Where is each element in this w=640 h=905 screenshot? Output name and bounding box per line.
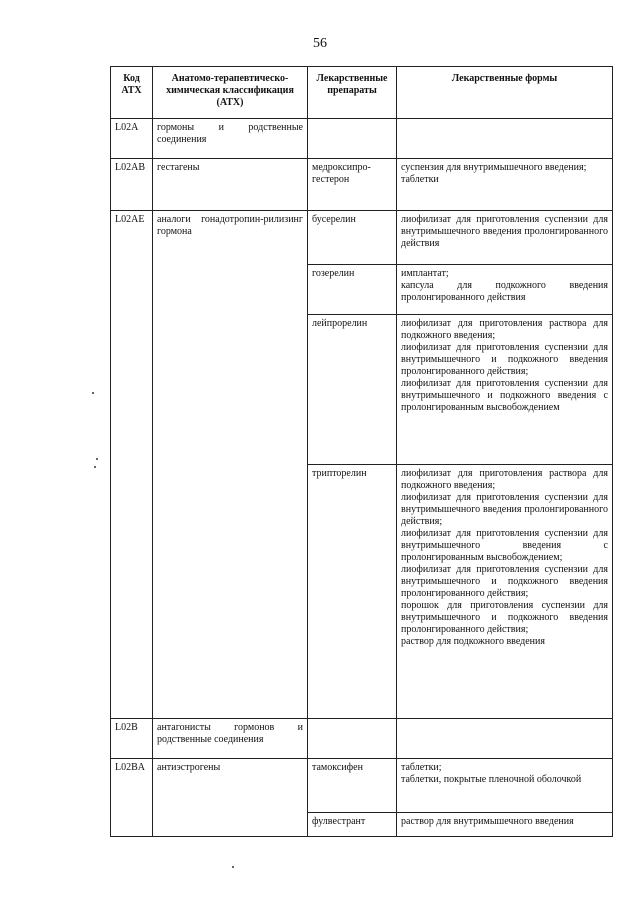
form-item: лиофилизат для приготовления раствора для подкожного введения; — [401, 318, 608, 341]
form-item: лиофилизат для приготовления суспензии для внутримышечного и подкожного введения с пролонгированным высвобождением — [401, 378, 608, 413]
cell-forms — [397, 719, 613, 759]
form-item: капсула для подкожного введения пролонгированного действия — [401, 280, 608, 303]
form-item: имплантат; — [401, 268, 449, 279]
header-drugs: Лекарственные препараты — [308, 67, 397, 119]
cell-class: антагонисты гормонов и родственные соединения — [153, 719, 308, 759]
cell-code: L02AB — [111, 159, 153, 211]
cell-forms — [397, 211, 613, 265]
table-row-l02a — [111, 119, 613, 159]
form-item: раствор для подкожного введения — [401, 636, 545, 647]
cell-code: L02B — [111, 719, 153, 759]
cell-forms — [397, 759, 613, 813]
scan-speck — [94, 466, 96, 468]
cell-drug: трипторелин — [308, 465, 397, 719]
cell-drug: фулвестрант — [308, 813, 397, 837]
table-header-row — [111, 67, 613, 119]
form-item: лиофилизат для приготовления раствора для подкожного введения; — [401, 468, 608, 491]
cell-forms — [397, 159, 613, 211]
form-item: лиофилизат для приготовления суспензии для внутримышечного введения с пролонгированным высвобождением; — [401, 528, 608, 563]
cell-drug: медроксипро-гестерон — [308, 159, 397, 211]
form-item: таблетки — [401, 174, 439, 185]
form-item: лиофилизат для приготовления суспензии для внутримышечного и подкожного введения пролонгированного действия; — [401, 564, 608, 599]
scan-speck — [232, 866, 234, 868]
header-code: Код АТХ — [111, 67, 153, 119]
cell-forms — [397, 813, 613, 837]
cell-class: аналоги гонадотропин-рилизинг гормона — [153, 211, 308, 719]
form-item: раствор для внутримышечного введения — [401, 816, 574, 827]
cell-code: L02AE — [111, 211, 153, 719]
page-number: 56 — [313, 36, 327, 51]
atx-table — [110, 66, 613, 837]
table-row-l02b — [111, 719, 613, 759]
cell-forms — [397, 119, 613, 159]
cell-drug: бусерелин — [308, 211, 397, 265]
table-row-l02ae — [111, 211, 613, 265]
header-forms: Лекарственные формы — [397, 67, 613, 119]
table-row-l02ba — [111, 759, 613, 813]
form-item: порошок для приготовления суспензии для внутримышечного и подкожного введения пролонгированного действия; — [401, 600, 608, 635]
cell-class: гестагены — [153, 159, 308, 211]
cell-drug: тамоксифен — [308, 759, 397, 813]
cell-drug: гозерелин — [308, 265, 397, 315]
cell-code: L02BA — [111, 759, 153, 837]
cell-drug — [308, 119, 397, 159]
table-row-l02ab — [111, 159, 613, 211]
cell-drug — [308, 719, 397, 759]
form-item: суспензия для внутримышечного введения; — [401, 162, 587, 173]
cell-forms — [397, 265, 613, 315]
cell-class: антиэстрогены — [153, 759, 308, 837]
form-item: лиофилизат для приготовления суспензии для внутримышечного введения пролонгированного действия; — [401, 492, 608, 527]
cell-forms — [397, 315, 613, 465]
form-item: таблетки; — [401, 762, 442, 773]
form-item: лиофилизат для приготовления суспензии для внутримышечного и подкожного введения пролонгированного действия; — [401, 342, 608, 377]
form-item: таблетки, покрытые пленочной оболочкой — [401, 774, 582, 785]
header-atx-classification: Анатомо-терапевтическо-химическая классификация (АТХ) — [153, 67, 308, 119]
scan-speck — [96, 458, 98, 460]
scan-speck — [92, 392, 94, 394]
cell-drug: лейпрорелин — [308, 315, 397, 465]
form-item: лиофилизат для приготовления суспензии для внутримышечного введения пролонгированного действия — [401, 214, 608, 249]
cell-class: гормоны и родственные соединения — [153, 119, 308, 159]
cell-forms — [397, 465, 613, 719]
cell-code: L02A — [111, 119, 153, 159]
